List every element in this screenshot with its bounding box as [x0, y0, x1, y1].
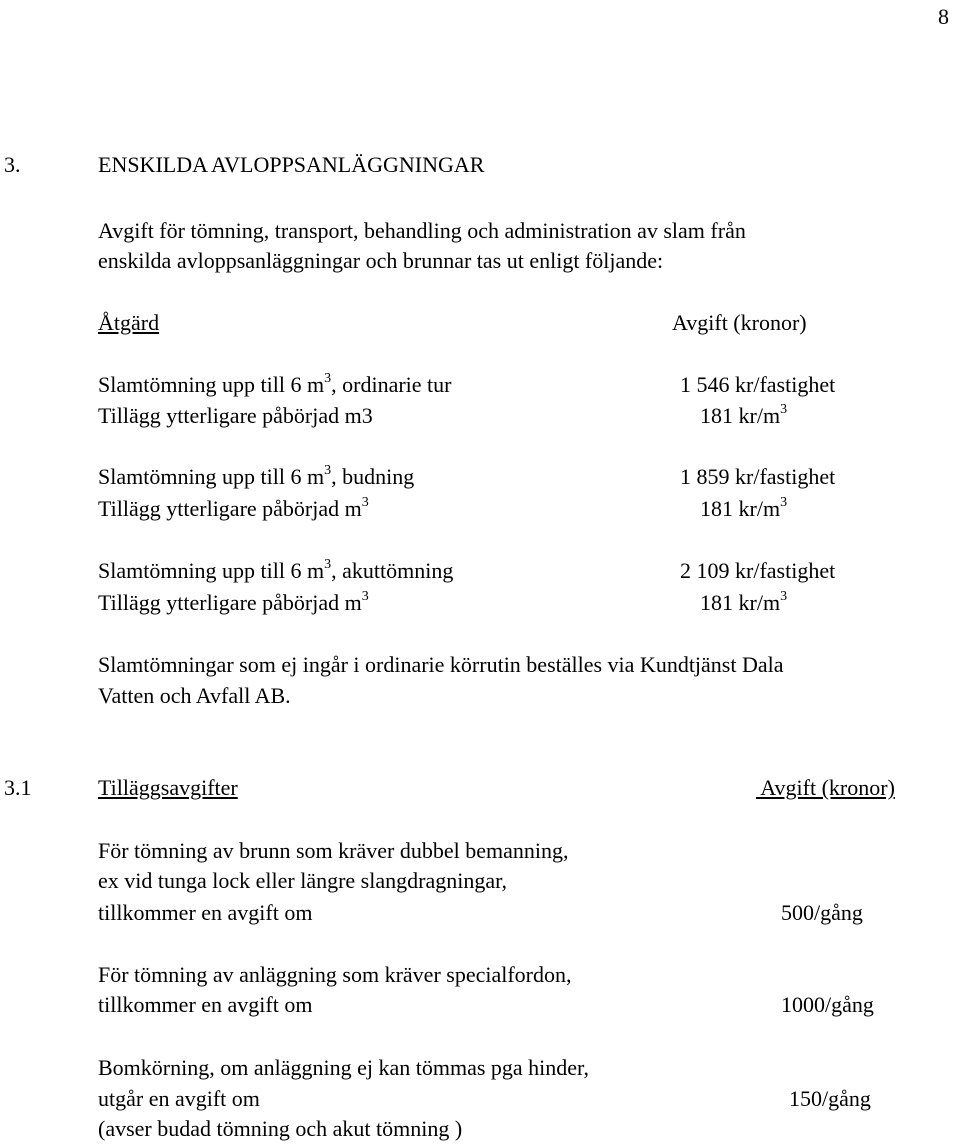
surcharge-line: För tömning av brunn som kräver dubbel bemanning, [98, 838, 569, 863]
surcharge-line: Bomkörning, om anläggning ej kan tömmas pga hinder, [98, 1055, 589, 1080]
intro-line-2: enskilda avloppsanläggningar och brunnar tas ut enligt följande: [98, 248, 664, 273]
surcharge-line: tillkommer en avgift om [98, 900, 313, 925]
fee-row-action: Tillägg ytterligare påbörjad m3 [98, 403, 373, 428]
fee-row-action: Slamtömning upp till 6 $m^3$, akuttömning [98, 557, 454, 583]
note-line-1: Slamtömningar som ej ingår i ordinarie körrutin beställes via Kundtjänst Dala [98, 652, 784, 677]
fee-row-action: Slamtömning upp till 6 $m^3$, budning [98, 463, 415, 489]
column-header-fee: Avgift (kronor) [672, 310, 807, 335]
fee-row-amount: 181 $kr/m^3$ [700, 495, 788, 521]
fee-row-amount: 1 546 kr/fastighet [680, 372, 836, 397]
surcharge-line: utgår en avgift om [98, 1086, 260, 1111]
surcharge-line: tillkommer en avgift om [98, 992, 313, 1017]
surcharge-fee: 500/gång [781, 900, 863, 925]
section-title: ENSKILDA AVLOPPSANLÄGGNINGAR [98, 152, 485, 177]
fee-row-action: Tillägg ytterligare påbörjad $m^3$ [98, 589, 369, 615]
subsection-number: 3.1 [4, 775, 32, 800]
fee-row-amount: 1 859 kr/fastighet [680, 464, 836, 489]
subsection-title: Tilläggsavgifter [98, 775, 238, 800]
surcharge-line: För tömning av anläggning som kräver specialfordon, [98, 962, 572, 987]
intro-line-1: Avgift för tömning, transport, behandling och administration av slam från [98, 218, 746, 243]
section-number: 3. [4, 152, 21, 177]
surcharge-line: (avser budad tömning och akut tömning ) [98, 1116, 463, 1141]
fee-row-amount: 181 $kr/m^3$ [700, 402, 788, 428]
surcharge-fee: 150/gång [789, 1086, 871, 1111]
page-number: 8 [938, 4, 949, 29]
fee-row-amount: 2 109 kr/fastighet [680, 558, 836, 583]
fee-row-action: Tillägg ytterligare påbörjad $m^3$ [98, 495, 369, 521]
fee-row-action: Slamtömning upp till 6 $m^3$, ordinarie tur [98, 371, 452, 397]
note-line-2: Vatten och Avfall AB. [98, 683, 291, 708]
column-header-action: Åtgärd [98, 310, 160, 335]
fee-row-amount: 181 $kr/m^3$ [700, 589, 788, 615]
subsection-fee-header: Avgift (kronor) [756, 775, 895, 800]
surcharge-line: ex vid tunga lock eller längre slangdragningar, [98, 868, 508, 893]
surcharge-fee: 1000/gång [781, 992, 874, 1017]
